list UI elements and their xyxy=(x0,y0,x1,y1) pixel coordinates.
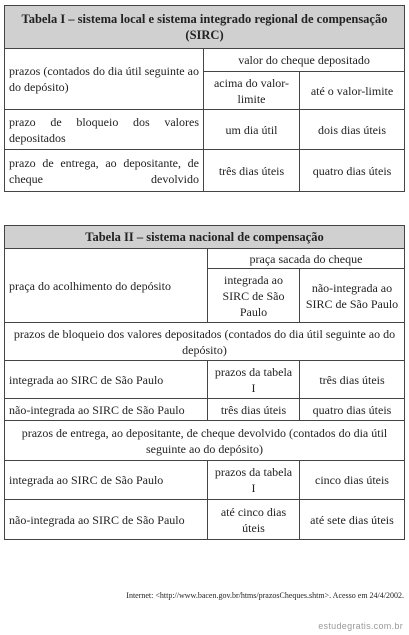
table-1-col-above: acima do valor-limite xyxy=(204,72,300,110)
table-row xyxy=(5,110,405,150)
table-2-row-label: integrada ao SIRC de São Paulo xyxy=(5,461,208,500)
table-1-row-label: prazo de entrega, ao depositante, de cheque devolvido xyxy=(5,150,204,192)
table-2 xyxy=(4,225,405,540)
table-cell: três dias úteis xyxy=(208,399,300,421)
table-2-col-integrada: integrada ao SIRC de São Paulo xyxy=(208,269,300,323)
table-cell: prazos da tabela I xyxy=(208,361,300,399)
source-citation: Internet: <http://www.bacen.gov.br/htms/prazosCheques.shtm>. Acesso em 24/4/2002. xyxy=(126,591,404,600)
table-cell: prazos da tabela I xyxy=(208,461,300,500)
table-2-praca-sacada: praça sacada do cheque xyxy=(208,249,405,269)
table-row xyxy=(5,361,405,399)
table-cell: três dias úteis xyxy=(204,150,300,192)
table-2-row-label: integrada ao SIRC de São Paulo xyxy=(5,361,208,399)
table-1-title: Tabela I – sistema local e sistema integrado regional de compensação (SIRC) xyxy=(5,6,405,49)
table-1-col-upto: até o valor-limite xyxy=(300,72,405,110)
table-cell: um dia útil xyxy=(204,110,300,150)
table-cell: três dias úteis xyxy=(300,361,405,399)
table-2-praca-acolhimento: praça do acolhimento do depósito xyxy=(5,249,208,323)
table-cell: quatro dias úteis xyxy=(300,150,405,192)
table-cell: até sete dias úteis xyxy=(300,500,405,540)
table-1 xyxy=(4,5,405,192)
table-2-section-1: prazos de bloqueio dos valores depositados (contados do dia útil seguinte ao do depósito) xyxy=(5,323,405,361)
table-cell: até cinco dias úteis xyxy=(208,500,300,540)
table-row xyxy=(5,500,405,540)
table-1-row-label: prazo de bloqueio dos valores depositados xyxy=(5,110,204,150)
table-2-row-label: não-integrada ao SIRC de São Paulo xyxy=(5,399,208,421)
table-row xyxy=(5,399,405,421)
table-cell: dois dias úteis xyxy=(300,110,405,150)
table-2-section-2: prazos de entrega, ao depositante, de cheque devolvido (contados do dia útil seguinte ao do depósito) xyxy=(5,421,405,461)
table-row xyxy=(5,150,405,192)
table-2-title: Tabela II – sistema nacional de compensação xyxy=(5,226,405,249)
table-1-row-header: prazos (contados do dia útil seguinte ao do depósito) xyxy=(5,49,204,110)
table-2-col-nao-integrada: não-integrada ao SIRC de São Paulo xyxy=(300,269,405,323)
table-cell: cinco dias úteis xyxy=(300,461,405,500)
watermark: estudegratis.com.br xyxy=(318,621,403,631)
table-cell: quatro dias úteis xyxy=(300,399,405,421)
table-1-header-group: valor do cheque depositado xyxy=(204,49,405,72)
table-row xyxy=(5,461,405,500)
table-2-row-label: não-integrada ao SIRC de São Paulo xyxy=(5,500,208,540)
